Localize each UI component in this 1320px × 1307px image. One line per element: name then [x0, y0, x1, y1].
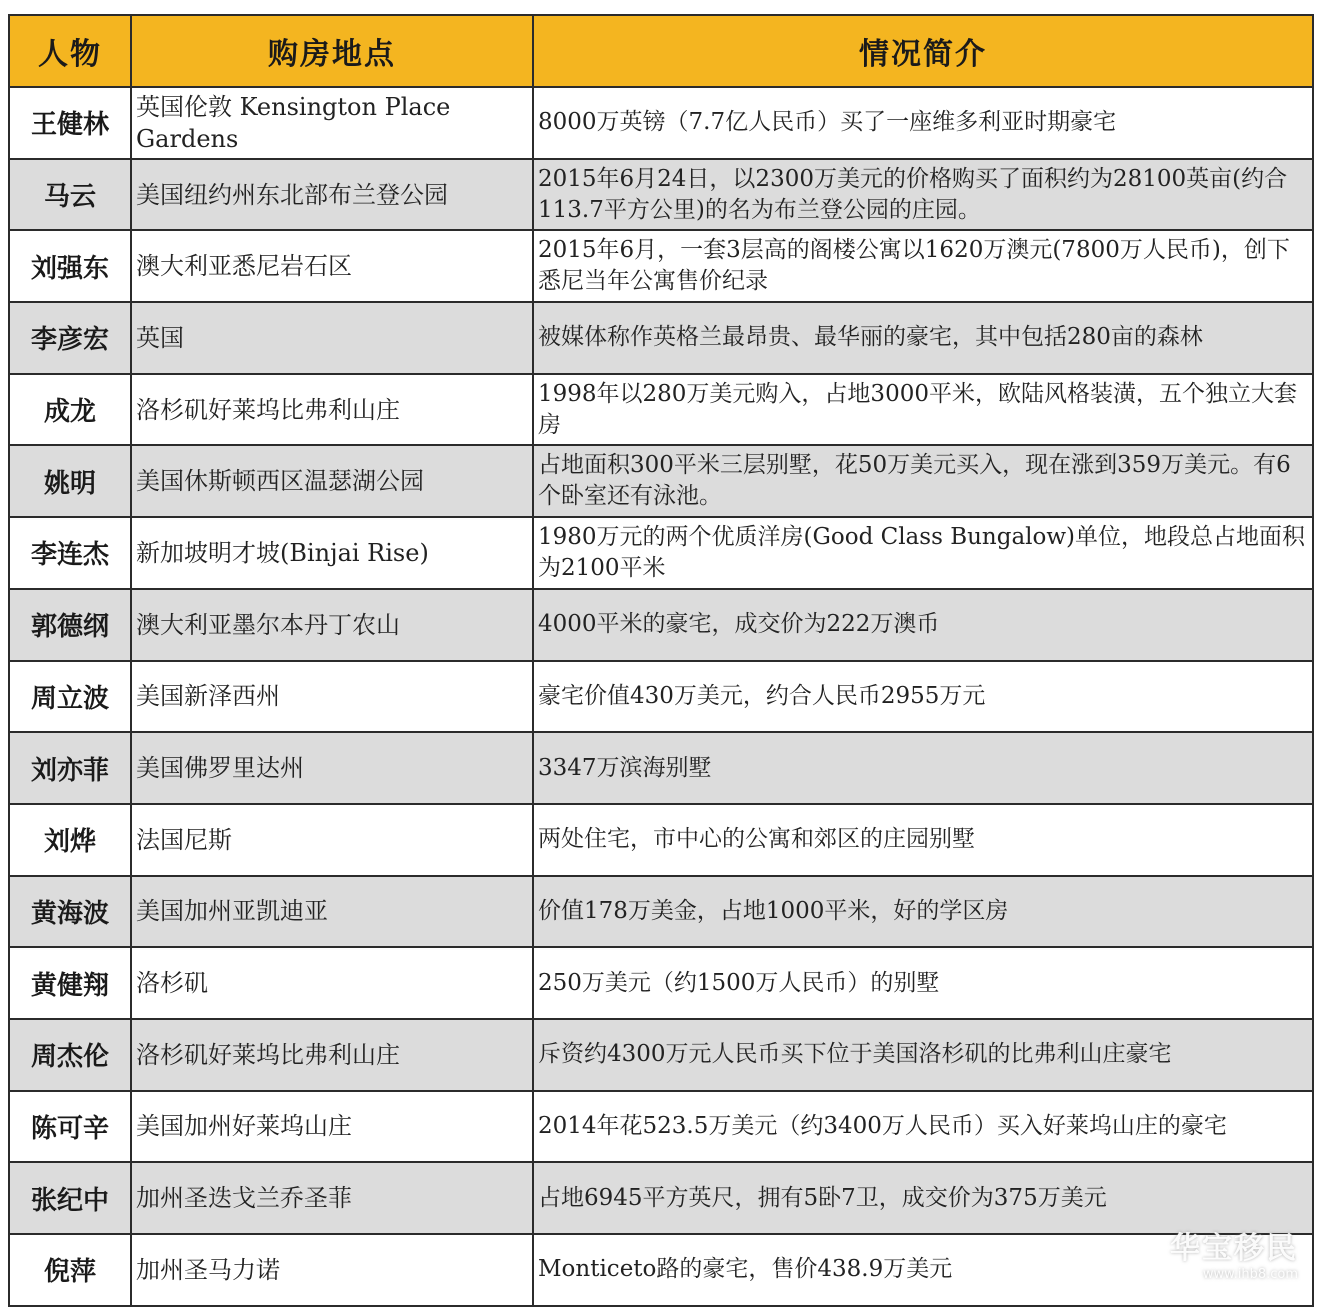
location-cell: 加州圣迭戈兰乔圣菲 [131, 1162, 533, 1234]
person-cell: 倪萍 [9, 1234, 131, 1306]
person-cell: 成龙 [9, 374, 131, 446]
summary-cell: 价值178万美金，占地1000平米，好的学区房 [533, 876, 1313, 948]
summary-cell: 2015年6月24日，以2300万美元的价格购买了面积约为28100英亩(约合113.7平方公里)的名为布兰登公园的庄园。 [533, 159, 1313, 231]
header-person: 人物 [9, 15, 131, 87]
watermark-brand: 华宝移民 [1170, 1231, 1298, 1266]
table-header [9, 15, 1313, 87]
person-cell: 马云 [9, 159, 131, 231]
location-cell: 美国佛罗里达州 [131, 732, 533, 804]
location-cell: 新加坡明才坡(Binjai Rise) [131, 517, 533, 589]
table-row [9, 1234, 1313, 1306]
table-row [9, 876, 1313, 948]
person-cell: 黄健翔 [9, 947, 131, 1019]
person-cell: 张纪中 [9, 1162, 131, 1234]
person-cell: 周立波 [9, 661, 131, 733]
location-cell: 英国伦敦 Kensington Place Gardens [131, 87, 533, 159]
summary-cell: 斥资约4300万元人民币买下位于美国洛杉矶的比弗利山庄豪宅 [533, 1019, 1313, 1091]
summary-cell: 1998年以280万美元购入，占地3000平米，欧陆风格装潢，五个独立大套房 [533, 374, 1313, 446]
person-cell: 周杰伦 [9, 1019, 131, 1091]
location-cell: 美国加州好莱坞山庄 [131, 1091, 533, 1163]
summary-cell: 2014年花523.5万美元（约3400万人民币）买入好莱坞山庄的豪宅 [533, 1091, 1313, 1163]
person-cell: 刘亦菲 [9, 732, 131, 804]
person-cell: 王健林 [9, 87, 131, 159]
summary-cell: 250万美元（约1500万人民币）的别墅 [533, 947, 1313, 1019]
table-row [9, 159, 1313, 231]
header-location: 购房地点 [131, 15, 533, 87]
person-cell: 姚明 [9, 445, 131, 517]
table-row [9, 517, 1313, 589]
location-cell: 英国 [131, 302, 533, 374]
summary-cell: Monticeto路的豪宅，售价438.9万美元 [533, 1234, 1313, 1306]
table-row [9, 589, 1313, 661]
person-cell: 郭德纲 [9, 589, 131, 661]
table-body [9, 87, 1313, 1306]
summary-cell: 2015年6月，一套3层高的阁楼公寓以1620万澳元(7800万人民币)，创下悉尼当年公寓售价纪录 [533, 230, 1313, 302]
summary-cell: 豪宅价值430万美元，约合人民币2955万元 [533, 661, 1313, 733]
location-cell: 洛杉矶 [131, 947, 533, 1019]
table-row [9, 87, 1313, 159]
location-cell: 澳大利亚悉尼岩石区 [131, 230, 533, 302]
table-row [9, 1162, 1313, 1234]
person-cell: 刘强东 [9, 230, 131, 302]
table-row [9, 947, 1313, 1019]
summary-cell: 占地6945平方英尺，拥有5卧7卫，成交价为375万美元 [533, 1162, 1313, 1234]
summary-cell: 占地面积300平米三层别墅，花50万美元买入，现在涨到359万美元。有6个卧室还有泳池。 [533, 445, 1313, 517]
location-cell: 法国尼斯 [131, 804, 533, 876]
table-row [9, 374, 1313, 446]
table-row [9, 732, 1313, 804]
person-cell: 李彦宏 [9, 302, 131, 374]
summary-cell: 4000平米的豪宅，成交价为222万澳币 [533, 589, 1313, 661]
table-row [9, 1019, 1313, 1091]
person-cell: 刘烨 [9, 804, 131, 876]
summary-cell: 两处住宅，市中心的公寓和郊区的庄园别墅 [533, 804, 1313, 876]
table-row [9, 804, 1313, 876]
property-table-container [8, 14, 1312, 1300]
location-cell: 美国加州亚凯迪亚 [131, 876, 533, 948]
summary-cell: 被媒体称作英格兰最昂贵、最华丽的豪宅，其中包括280亩的森林 [533, 302, 1313, 374]
location-cell: 澳大利亚墨尔本丹丁农山 [131, 589, 533, 661]
location-cell: 美国休斯顿西区温瑟湖公园 [131, 445, 533, 517]
person-cell: 李连杰 [9, 517, 131, 589]
summary-cell: 3347万滨海别墅 [533, 732, 1313, 804]
table-row [9, 230, 1313, 302]
location-cell: 美国新泽西州 [131, 661, 533, 733]
summary-cell: 8000万英镑（7.7亿人民币）买了一座维多利亚时期豪宅 [533, 87, 1313, 159]
table-row [9, 302, 1313, 374]
location-cell: 洛杉矶好莱坞比弗利山庄 [131, 1019, 533, 1091]
header-summary: 情况简介 [533, 15, 1313, 87]
celebrity-property-table [8, 14, 1314, 1307]
header-row [9, 15, 1313, 87]
watermark-url: www.ihb8.com [1202, 1267, 1298, 1282]
summary-cell: 1980万元的两个优质洋房(Good Class Bungalow)单位，地段总占地面积为2100平米 [533, 517, 1313, 589]
person-cell: 陈可辛 [9, 1091, 131, 1163]
location-cell: 洛杉矶好莱坞比弗利山庄 [131, 374, 533, 446]
table-row [9, 1091, 1313, 1163]
table-row [9, 661, 1313, 733]
table-row [9, 445, 1313, 517]
location-cell: 美国纽约州东北部布兰登公园 [131, 159, 533, 231]
location-cell: 加州圣马力诺 [131, 1234, 533, 1306]
person-cell: 黄海波 [9, 876, 131, 948]
